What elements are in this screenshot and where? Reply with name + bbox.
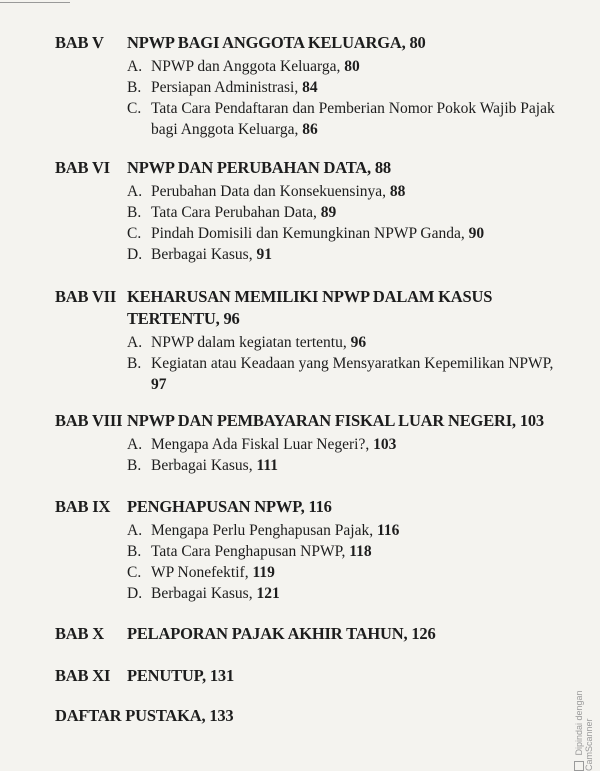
bibliography-heading: DAFTAR PUSTAKA, 133 xyxy=(55,706,234,725)
chapter-label: BAB IX xyxy=(55,497,111,516)
toc-item: A. NPWP dalam kegiatan tertentu, 96 xyxy=(127,334,367,351)
camscanner-icon xyxy=(574,761,584,771)
chapter-label: BAB XI xyxy=(55,666,111,685)
chapter-bab-vii xyxy=(55,286,555,395)
bibliography-entry xyxy=(55,705,555,727)
chapter-title: NPWP BAGI ANGGOTA KELUARGA, 80 xyxy=(127,33,426,52)
chapter-heading xyxy=(55,410,575,432)
toc-item: C. Tata Cara Pendaftaran dan Pemberian Nomor Pokok Wajib Pajak bagi Anggota Keluarga, 86 xyxy=(127,100,555,138)
toc-item: D. Berbagai Kasus, 121 xyxy=(127,585,280,602)
toc-item: B. Kegiatan atau Keadaan yang Mensyaratkan Kepemilikan NPWP, 97 xyxy=(127,355,554,393)
toc-item: B. Persiapan Administrasi, 84 xyxy=(127,79,318,96)
chapter-label: BAB VII xyxy=(55,287,117,306)
toc-item: C. WP Nonefektif, 119 xyxy=(127,564,275,581)
chapter-title: PELAPORAN PAJAK AKHIR TAHUN, 126 xyxy=(127,624,436,643)
chapter-title: NPWP DAN PERUBAHAN DATA, 88 xyxy=(127,158,391,177)
chapter-bab-vi xyxy=(55,157,555,265)
chapter-title: NPWP DAN PEMBAYARAN FISKAL LUAR NEGERI, 103 xyxy=(127,411,544,430)
chapter-label: BAB X xyxy=(55,624,104,643)
chapter-title: PENGHAPUSAN NPWP, 116 xyxy=(127,497,332,516)
toc-item: B. Tata Cara Penghapusan NPWP, 118 xyxy=(127,543,372,560)
chapter-heading xyxy=(55,157,555,179)
toc-item: A. Mengapa Perlu Penghapusan Pajak, 116 xyxy=(127,522,400,539)
chapter-title: KEHARUSAN MEMILIKI NPWP DALAM KASUS TERTENTU, 96 xyxy=(127,287,493,328)
chapter-bab-x xyxy=(55,623,555,645)
chapter-heading xyxy=(55,623,555,645)
chapter-items xyxy=(127,181,555,265)
chapter-label: BAB V xyxy=(55,33,104,52)
chapter-label: BAB VI xyxy=(55,158,110,177)
chapter-bab-v xyxy=(55,32,555,140)
chapter-heading xyxy=(55,665,555,687)
chapter-title: PENUTUP, 131 xyxy=(127,666,235,685)
toc-item: A. NPWP dan Anggota Keluarga, 80 xyxy=(127,58,360,75)
toc-item: A. Mengapa Ada Fiskal Luar Negeri?, 103 xyxy=(127,436,397,453)
chapter-items xyxy=(127,332,555,395)
chapter-heading xyxy=(55,32,555,54)
chapter-bab-ix xyxy=(55,496,555,604)
chapter-label: BAB VIII xyxy=(55,411,123,430)
chapter-items xyxy=(127,56,555,140)
toc-item: A. Perubahan Data dan Konsekuensinya, 88 xyxy=(127,183,406,200)
chapter-bab-viii xyxy=(55,410,575,476)
chapter-items xyxy=(127,520,555,604)
toc-item: D. Berbagai Kasus, 91 xyxy=(127,246,272,263)
scanner-watermark: Dipindai dengan CamScanner xyxy=(574,690,594,771)
toc-item: C. Pindah Domisili dan Kemungkinan NPWP Ganda, 90 xyxy=(127,225,485,242)
top-divider xyxy=(0,2,70,3)
toc-item: B. Berbagai Kasus, 111 xyxy=(127,457,279,474)
toc-item: B. Tata Cara Perubahan Data, 89 xyxy=(127,204,337,221)
chapter-heading xyxy=(55,286,555,330)
chapter-bab-xi xyxy=(55,665,555,687)
chapter-items xyxy=(127,434,575,476)
chapter-heading xyxy=(55,496,555,518)
